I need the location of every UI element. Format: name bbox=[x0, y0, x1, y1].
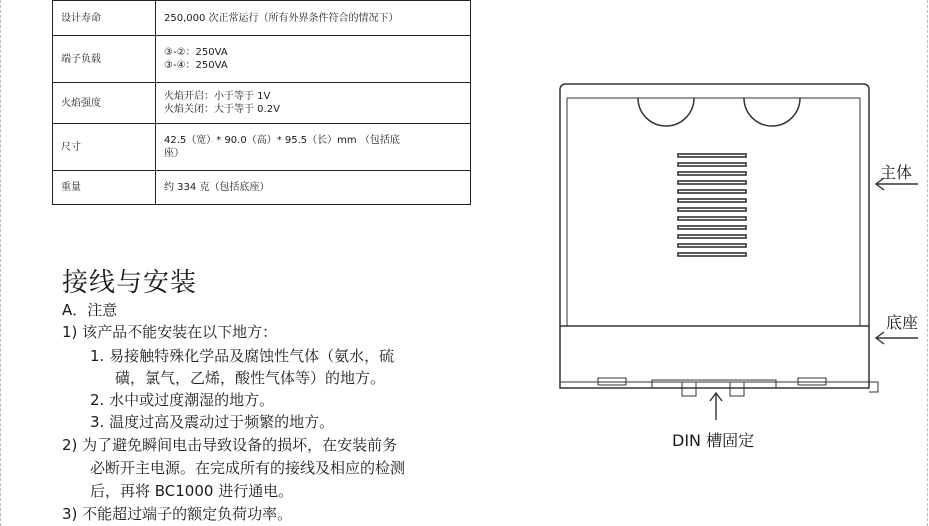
device-drawing bbox=[520, 60, 920, 470]
spec-key: 火焰强度 bbox=[53, 83, 156, 124]
device-diagram bbox=[520, 60, 920, 470]
spec-key: 设计寿命 bbox=[53, 1, 156, 36]
vent-slots bbox=[678, 154, 746, 256]
spec-value-line: 火焰关闭：大于等于 0.2V bbox=[164, 104, 280, 115]
notice-line: 1. 易接触特殊化学品及腐蚀性气体（氨水，硫 bbox=[90, 347, 395, 365]
label-body: 主体 bbox=[880, 163, 913, 182]
notice-line: 磺，氯气，乙烯，酸性气体等）的地方。 bbox=[115, 369, 386, 387]
notice-line: 3. 温度过高及震动过于频繁的地方。 bbox=[90, 413, 335, 431]
notice-line: 3) 不能超过端子的额定负荷功率。 bbox=[62, 505, 293, 523]
notice-line: 2) 为了避免瞬间电击导致设备的损坏，在安装前务 bbox=[62, 436, 398, 454]
spec-value bbox=[156, 1, 471, 36]
spec-value-line: 约 334 克（包括底座） bbox=[164, 182, 270, 193]
left-dashed-border bbox=[0, 0, 1, 526]
spec-row-weight bbox=[53, 171, 471, 205]
spec-value-line: ③-④：250VA bbox=[164, 60, 228, 71]
spec-value-line: ③-②：250VA bbox=[164, 47, 228, 58]
spec-table bbox=[52, 0, 471, 205]
spec-key: 尺寸 bbox=[53, 124, 156, 171]
notice-line: 必断开主电源。在完成所有的接线及相应的检测 bbox=[90, 459, 406, 477]
spec-value-line: 火焰开启：小于等于 1V bbox=[164, 91, 271, 102]
notice-line: 后，再将 BC1000 进行通电。 bbox=[90, 482, 294, 500]
spec-row-load bbox=[53, 36, 471, 83]
label-din-rail: DIN 槽固定 bbox=[672, 431, 755, 450]
spec-row-life bbox=[53, 1, 471, 36]
spec-value bbox=[156, 83, 471, 124]
spec-value bbox=[156, 124, 471, 171]
spec-value bbox=[156, 36, 471, 83]
spec-value-line: 42.5（宽）* 90.0（高）* 95.5（长）mm （包括底 bbox=[164, 135, 400, 146]
notice-line: 2. 水中或过度潮湿的地方。 bbox=[90, 391, 275, 409]
notice-line: 1) 该产品不能安装在以下地方： bbox=[62, 323, 278, 341]
spec-key: 端子负载 bbox=[53, 36, 156, 83]
spec-key: 重量 bbox=[53, 171, 156, 205]
spec-value-line: 250,000 次正常运行（所有外界条件符合的情况下） bbox=[164, 12, 399, 24]
spec-value-line: 座） bbox=[164, 148, 184, 159]
label-base: 底座 bbox=[886, 313, 919, 332]
pointer-arrows bbox=[710, 178, 918, 420]
section-title: 接线与安装 bbox=[62, 268, 198, 298]
section-subtitle: A．注意 bbox=[62, 301, 118, 319]
spec-value bbox=[156, 171, 471, 205]
spec-row-flame bbox=[53, 83, 471, 124]
right-dashed-border bbox=[927, 0, 928, 526]
spec-row-size bbox=[53, 124, 471, 171]
